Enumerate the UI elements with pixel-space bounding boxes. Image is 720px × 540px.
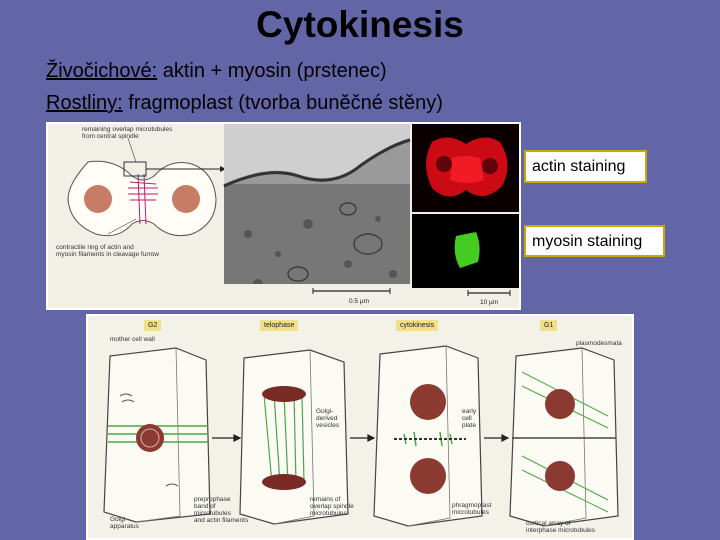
animal-cells-text: aktin + myosin (prstenec) <box>157 60 387 82</box>
animal-figure-graphic <box>48 124 519 308</box>
preprophase-band-label: preprophase band of microtubules and actin filaments <box>194 496 249 524</box>
plant-cells-label: Rostliny: <box>46 92 123 114</box>
left-nucleus <box>84 185 112 213</box>
overlap-microtubules-label: remaining overlap microtubules from central spindle <box>82 126 173 140</box>
fl-scale-label: 10 µm <box>480 299 499 306</box>
dividing-cell-sketch <box>68 138 226 236</box>
myosin-fluorescence-image <box>412 214 519 308</box>
stage-g2: G2 <box>144 320 161 331</box>
golgi-vesicles-label: Golgi- derived vesicles <box>316 408 340 429</box>
plant-cell-cytokinesis <box>374 346 482 526</box>
plant-cell-g1 <box>510 348 618 526</box>
plasmodesmata-label: plasmodesmata <box>576 340 622 347</box>
plant-cells-text: fragmoplast (tvorba buněčné stěny) <box>122 92 443 114</box>
early-cell-plate-label: early cell plate <box>462 408 477 429</box>
actin-fluorescence-image <box>412 124 519 212</box>
page-title: Cytokinesis <box>256 4 464 45</box>
electron-micrograph <box>224 124 410 308</box>
golgi-apparatus-label: Golgi apparatus <box>110 516 139 530</box>
contractile-ring-label: contractile ring of actin and myosin filaments in cleavage furrow <box>56 244 159 258</box>
phragmoplast-microtubules-label: phragmoplast microtubules <box>452 502 492 516</box>
actin-staining-callout: actin staining <box>524 150 647 183</box>
animal-cells-line <box>46 60 387 83</box>
mother-cell-wall-label: mother cell wall <box>110 336 155 343</box>
plant-cytokinesis-figure <box>86 314 634 540</box>
plant-cells-line <box>46 92 443 115</box>
overlap-spindle-remains-label: remains of overlap spindle microtubules <box>310 496 354 517</box>
em-scale-label: 0.5 µm <box>349 298 370 305</box>
stage-g1: G1 <box>540 320 557 331</box>
cortical-array-label: cortical array of interphase microtubules <box>526 520 596 534</box>
plant-figure-graphic <box>88 316 632 538</box>
animal-cytokinesis-figure <box>46 122 521 310</box>
right-nucleus <box>172 185 200 213</box>
stage-cytokinesis: cytokinesis <box>396 320 438 331</box>
stage-telophase: telophase <box>260 320 298 331</box>
animal-cells-label: Živočichové: <box>46 60 158 82</box>
myosin-staining-callout: myosin staining <box>524 225 665 257</box>
